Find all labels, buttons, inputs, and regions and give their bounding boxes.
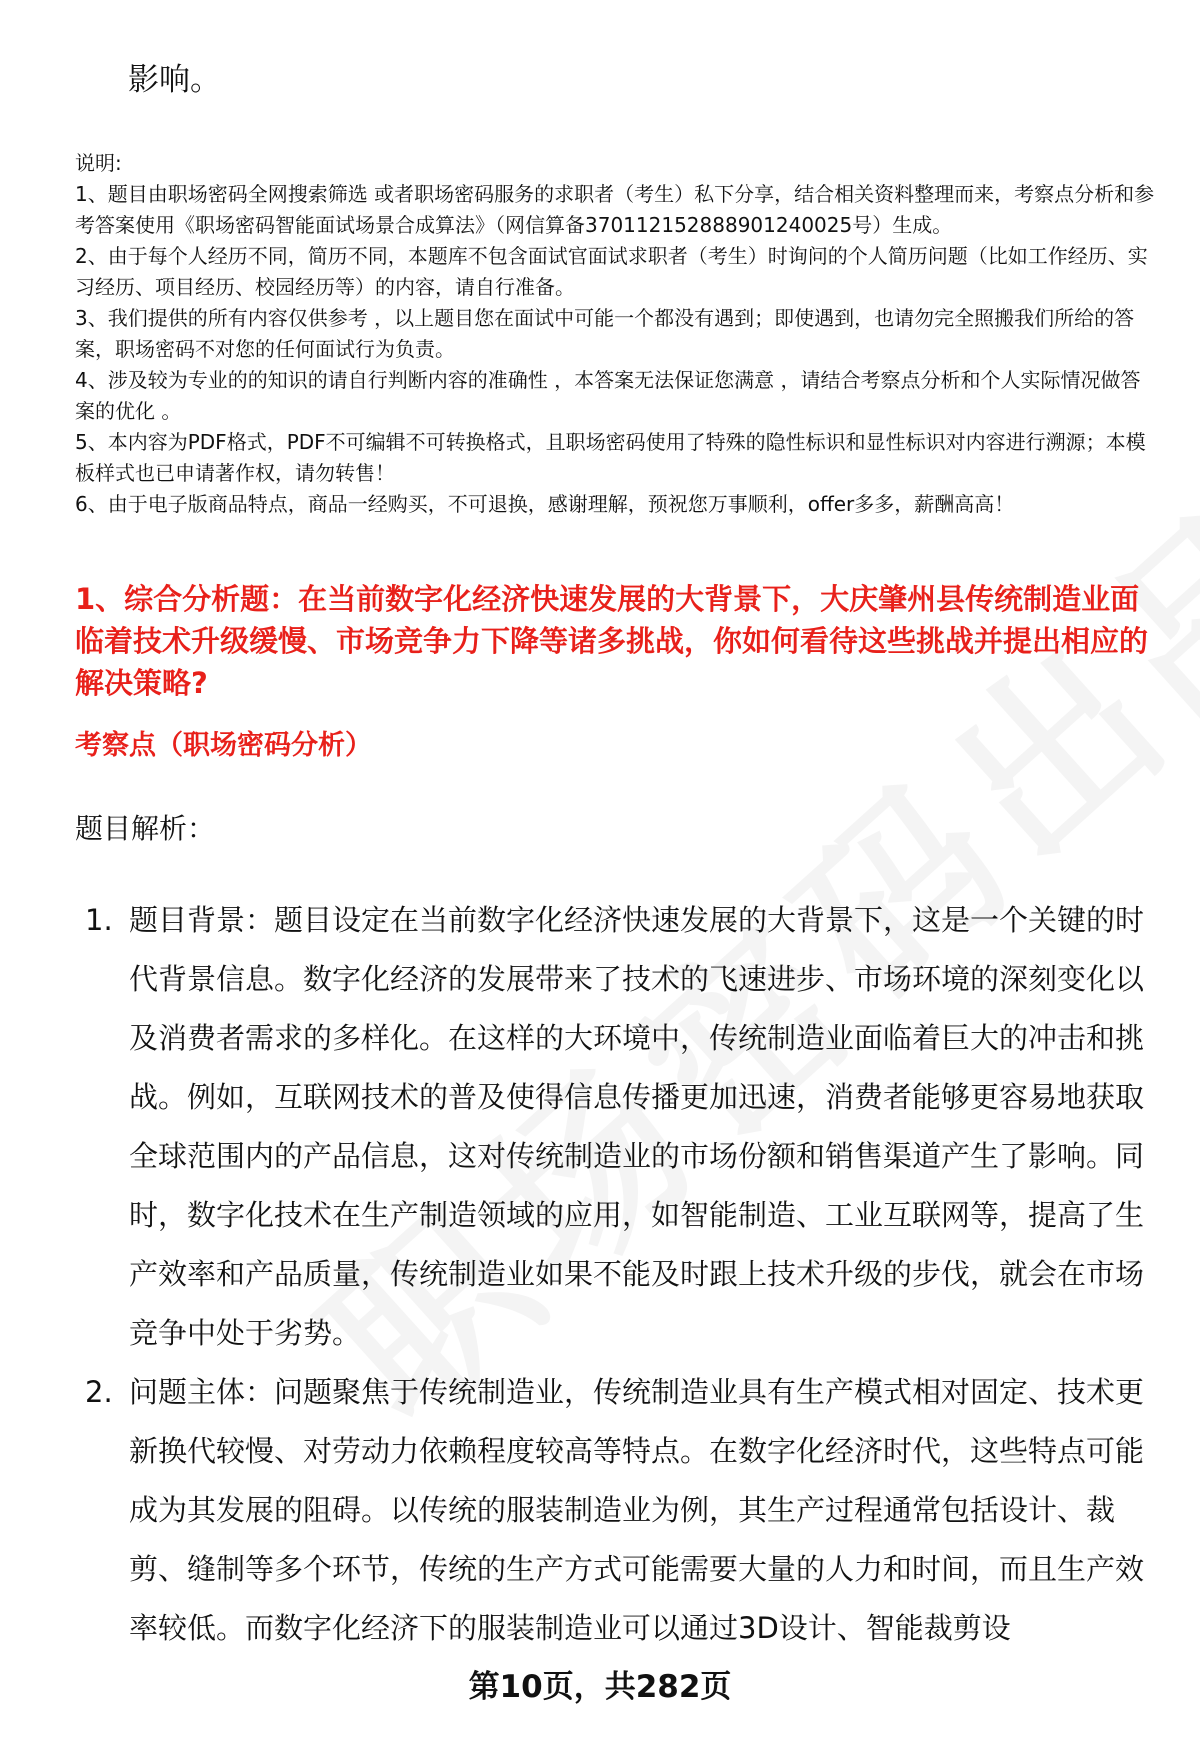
list-item-text: 问题主体：问题聚焦于传统制造业，传统制造业具有生产模式相对固定、技术更新换代较慢、对劳动力依赖程度较高等特点。在数字化经济时代，这些特点可能成为其发展的阻碍。以传统的服装制造业为例，其生产过程通常包括设计、裁剪、缝制等多个环节，传统的生产方式可能需要大量的人力和时间，而且生产效率较低。而数字化经济下的服装制造业可以通过3D设计、智能裁剪设 bbox=[129, 1375, 1145, 1645]
notes-item: 2、由于每个人经历不同，简历不同，本题库不包含面试官面试求职者（考生）时询问的个人简历问题（比如工作经历、实习经历、项目经历、校园经历等）的内容，请自行准备。 bbox=[75, 244, 1148, 299]
continuation-text: 影响。 bbox=[128, 62, 221, 98]
question-title: 1、综合分析题：在当前数字化经济快速发展的大背景下，大庆肇州县传统制造业面临着技术升级缓慢、市场竞争力下降等诸多挑战，你如何看待这些挑战并提出相应的解决策略? bbox=[75, 582, 1149, 700]
analysis-list bbox=[75, 891, 1160, 1658]
notes-section bbox=[75, 148, 1160, 520]
analysis-heading: 题目解析： bbox=[75, 812, 216, 845]
page-number: 第10页，共282页 bbox=[468, 1669, 732, 1705]
list-item bbox=[75, 1363, 1160, 1658]
notes-item: 6、由于电子版商品特点，商品一经购买，不可退换，感谢理解，预祝您万事顺利，offer多多，薪酬高高！ bbox=[75, 492, 1015, 516]
notes-item: 4、涉及较为专业的的知识的请自行判断内容的准确性 ，本答案无法保证您满意 ，请结合考察点分析和个人实际情况做答案的优化 。 bbox=[75, 368, 1141, 423]
notes-heading: 说明: bbox=[75, 151, 122, 175]
notes-item: 1、题目由职场密码全网搜索筛选 或者职场密码服务的求职者（考生）私下分享，结合相关资料整理而来，考察点分析和参考答案使用《职场密码智能面试场景合成算法》（网信算备370112152888901240025号）生成。 bbox=[75, 182, 1155, 237]
list-item bbox=[75, 891, 1160, 1363]
exam-point-heading: 考察点（职场密码分析） bbox=[75, 730, 372, 761]
list-item-number: 1. bbox=[85, 903, 113, 937]
notes-item: 5、本内容为PDF格式，PDF不可编辑不可转换格式，且职场密码使用了特殊的隐性标识和显性标识对内容进行溯源；本模板样式也已申请著作权，请勿转售！ bbox=[75, 430, 1146, 485]
notes-item: 3、我们提供的所有内容仅供参考 ，以上题目您在面试中可能一个都没有遇到；即使遇到，也请勿完全照搬我们所给的答案，职场密码不对您的任何面试行为负责。 bbox=[75, 306, 1135, 361]
list-item-text: 题目背景：题目设定在当前数字化经济快速发展的大背景下，这是一个关键的时代背景信息。数字化经济的发展带来了技术的飞速进步、市场环境的深刻变化以及消费者需求的多样化。在这样的大环境中，传统制造业面临着巨大的冲击和挑战。例如，互联网技术的普及使得信息传播更加迅速，消费者能够更容易地获取全球范围内的产品信息，这对传统制造业的市场份额和销售渠道产生了影响。同时，数字化技术在生产制造领域的应用，如智能制造、工业互联网等，提高了生产效率和产品质量，传统制造业如果不能及时跟上技术升级的步伐，就会在市场竞争中处于劣势。 bbox=[129, 903, 1145, 1350]
list-item-number: 2. bbox=[85, 1375, 113, 1409]
